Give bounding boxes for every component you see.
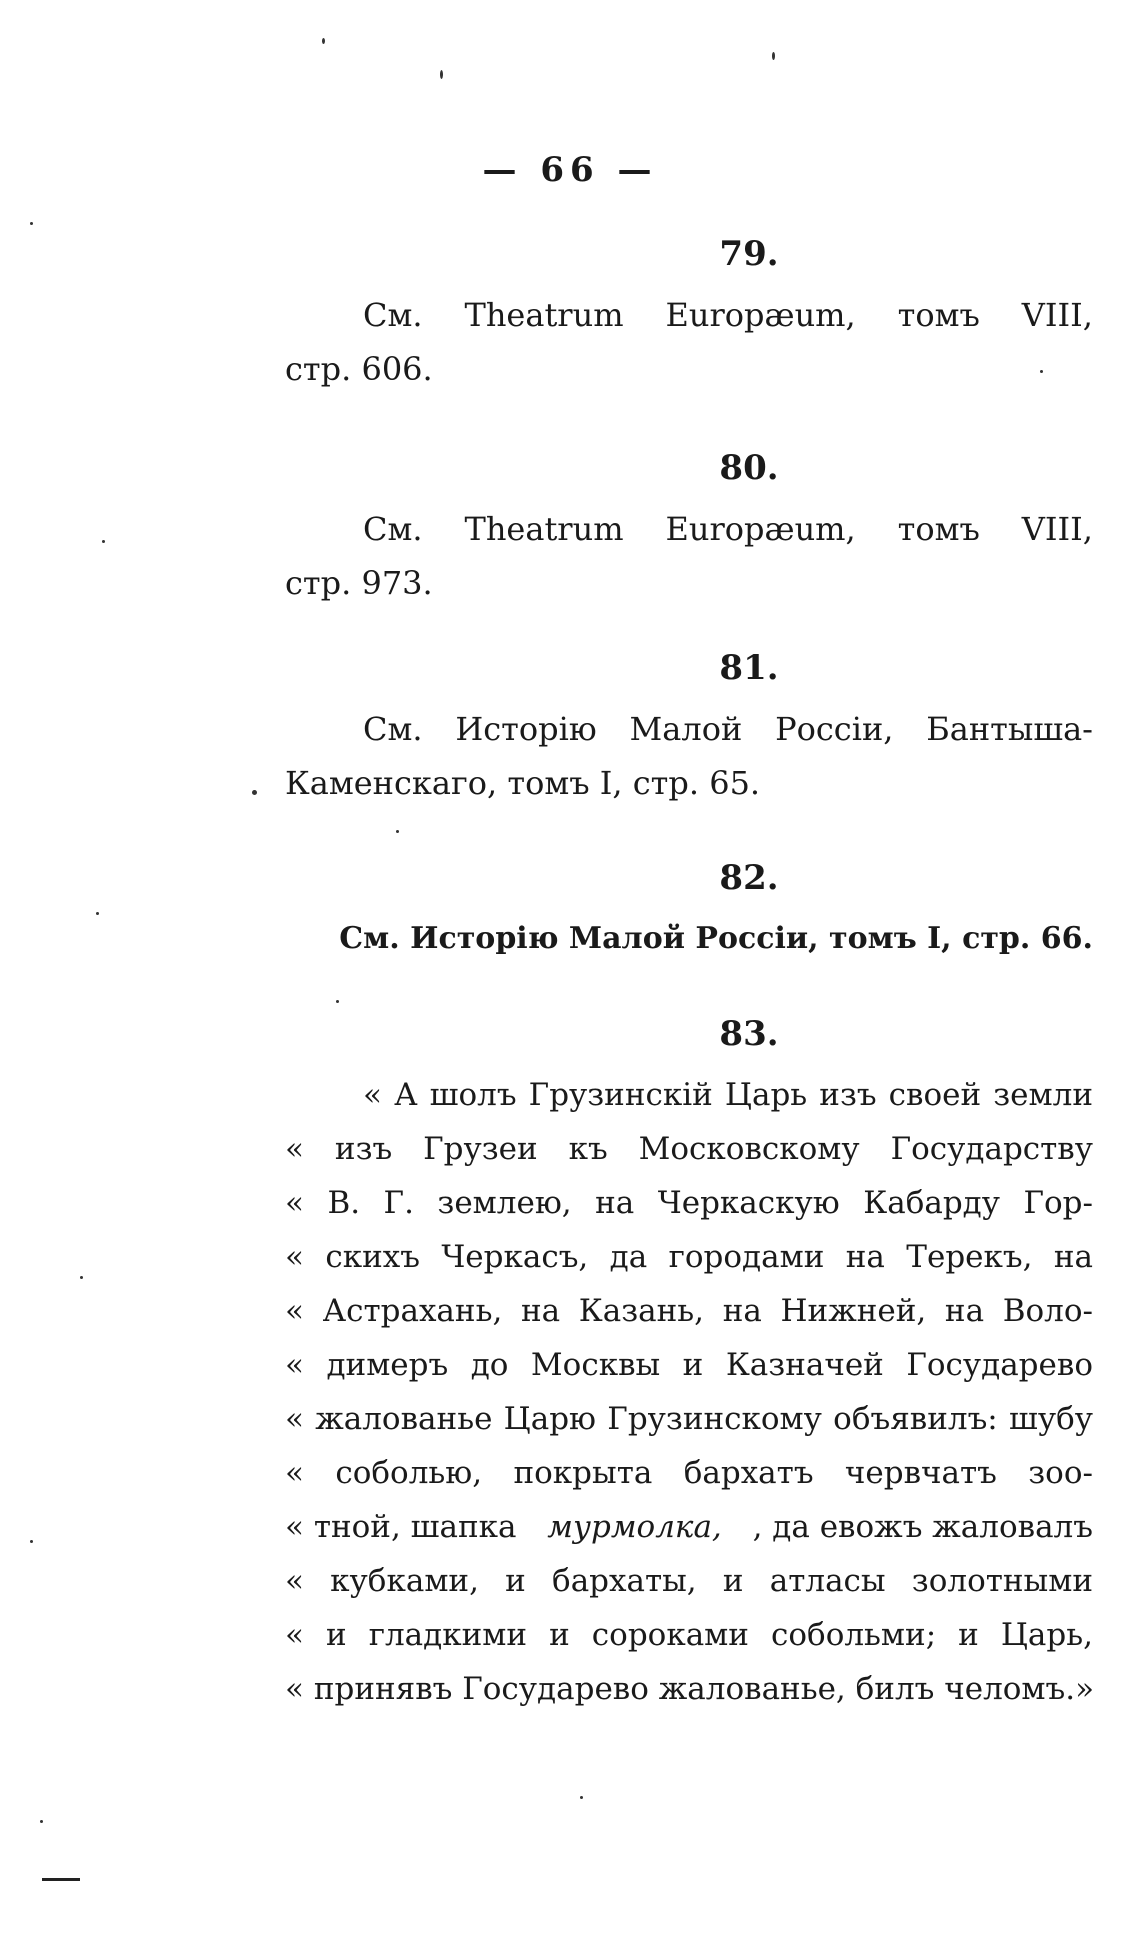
scan-rule-mark: [42, 1878, 80, 1881]
word: томъ: [897, 510, 980, 548]
scan-speck: [30, 222, 33, 225]
note-number: 82.: [719, 858, 779, 898]
note-83: [285, 1012, 1093, 1716]
word: томъ: [897, 296, 980, 334]
note-line: [285, 702, 1093, 756]
note-line: См. Исторію Малой Россіи, томъ I, стр. 66.: [339, 921, 1093, 956]
note-line: [285, 502, 1093, 556]
word: Europæum,: [665, 296, 856, 334]
note-line: стр. 606.: [285, 350, 433, 388]
word: Исторію: [455, 710, 597, 748]
word: Малой: [629, 710, 743, 748]
note-line: стр. 973.: [285, 564, 433, 602]
word: Theatrum: [464, 510, 624, 548]
scan-speck: [336, 1000, 339, 1003]
scan-speck: [102, 540, 105, 543]
note-81: [285, 646, 1093, 810]
word: См.: [363, 510, 423, 548]
scan-speck: [30, 1540, 33, 1543]
quote-fragment: , да евожъ жаловалъ: [752, 1509, 1093, 1545]
scan-speck: [40, 1820, 43, 1823]
note-number: 79.: [719, 234, 779, 274]
quote-line: « принявъ Государево жалованье, билъ челомъ.»: [285, 1671, 1095, 1707]
note-80: [285, 446, 1093, 610]
quote-line: « кубками, и бархаты, и атласы золотными: [285, 1563, 1093, 1599]
quote-line: « изъ Грузеи къ Московскому Государству: [285, 1131, 1093, 1167]
word: VIII,: [1021, 510, 1093, 548]
quote-line: « В. Г. землею, на Черкаскую Кабарду Гор-: [285, 1185, 1093, 1221]
note-number: 80.: [719, 448, 779, 488]
italic-word: мурмолка,: [547, 1509, 722, 1545]
quote-line: « А шолъ Грузинскій Царь изъ своей земли: [363, 1077, 1093, 1113]
scan-speck: [252, 790, 257, 795]
word: См.: [363, 710, 423, 748]
scan-speck: [1040, 370, 1043, 373]
word: Россіи,: [775, 710, 894, 748]
scan-speck: [580, 1796, 583, 1799]
scan-speck: [440, 70, 443, 79]
note-number: 83.: [719, 1014, 779, 1054]
word: См.: [363, 296, 423, 334]
scan-speck: [96, 912, 99, 915]
scan-speck: [80, 1276, 83, 1279]
scan-speck: [772, 52, 775, 60]
word: Theatrum: [464, 296, 624, 334]
quote-block: [285, 1068, 1093, 1716]
quote-line: « соболью, покрыта бархатъ червчатъ зоо-: [285, 1455, 1093, 1491]
note-line: Каменскаго, томъ I, стр. 65.: [285, 764, 761, 802]
quote-line: « и гладкими и сороками собольми; и Царь,: [285, 1617, 1093, 1653]
word: Europæum,: [665, 510, 856, 548]
scan-speck: [396, 830, 399, 833]
note-79: [285, 232, 1093, 396]
note-82: [285, 856, 1093, 966]
quote-line: « димеръ до Москвы и Казначей Государево: [285, 1347, 1093, 1383]
note-line: [285, 288, 1093, 342]
quote-line: « Астрахань, на Казань, на Нижней, на Воло-: [285, 1293, 1093, 1329]
quote-line: « жалованье Царю Грузинскому объявилъ: шубу: [285, 1401, 1093, 1437]
quote-line: [285, 1500, 1093, 1554]
quote-line: « скихъ Черкасъ, да городами на Терекъ, на: [285, 1239, 1093, 1275]
word: VIII,: [1021, 296, 1093, 334]
word: Бантыша-: [926, 710, 1093, 748]
quote-fragment: « тной, шапка: [285, 1509, 517, 1545]
scan-speck: [322, 38, 325, 44]
note-number: 81.: [719, 648, 779, 688]
page-number: — 66 —: [482, 150, 658, 190]
